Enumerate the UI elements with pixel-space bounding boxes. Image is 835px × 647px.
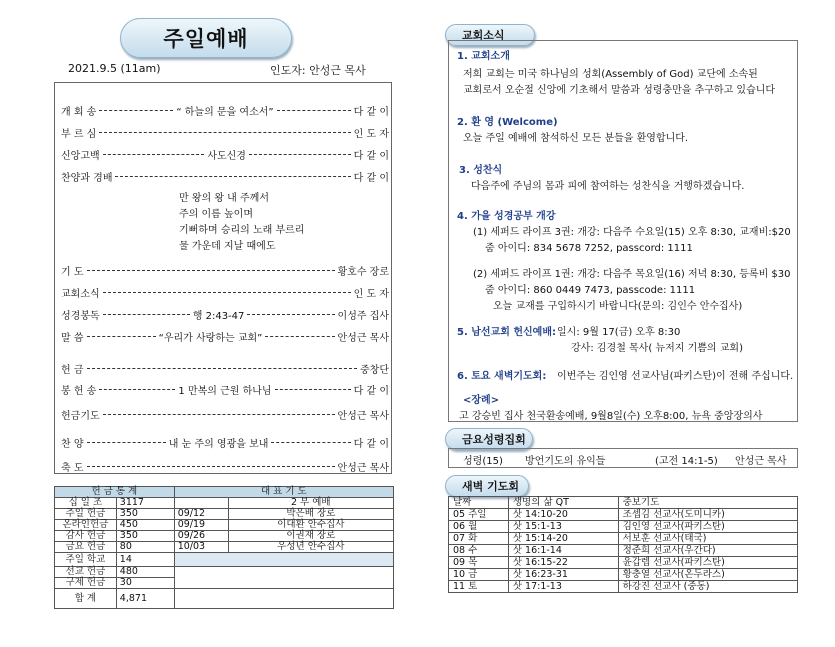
dawn-header: 날짜 [449, 497, 509, 509]
dawn-qt: 삿 15:1-13 [508, 521, 618, 533]
prayer-name: 이권재 장로 [228, 531, 393, 542]
prayer-date: 09/12 [174, 509, 228, 520]
offering-amount: 80 [116, 542, 174, 553]
church-news [448, 40, 798, 422]
lyric-line: 물 가운데 지날 때에도 [179, 241, 276, 252]
news-heading: 6. 토요 새벽기도회: [457, 371, 547, 382]
order-item: 기 도 황호수 장로 [61, 266, 389, 278]
order-item: 찬 양 내 눈 주의 영광을 보내 다 같 이 [61, 438, 389, 450]
dawn-day: 05 주일 [449, 509, 509, 521]
dawn-qt: 삿 16:1-14 [508, 545, 618, 557]
dawn-title: 새벽 기도회 [445, 475, 529, 497]
dawn-qt: 삿 17:1-13 [508, 581, 618, 593]
friday-scripture: (고전 14:1-5) [655, 456, 718, 467]
dawn-intercession: 하강진 선교사 (중동) [618, 581, 797, 593]
news-text: 줌 아이디: 860 0449 7473, passcode: 1111 [485, 285, 696, 296]
dawn-intercession: 윤갑렙 선교사(파키스탄) [618, 557, 797, 569]
service-date: 2021.9.5 (11am) [68, 62, 161, 75]
news-text: (1) 세퍼드 라이프 3권: 개강: 다음주 수요일(15) 오후 8:30, 교재비:$20 [473, 227, 791, 238]
order-item: 봉 헌 송 1 만복의 근원 하나님 다 같 이 [61, 385, 389, 397]
prayer-name: 우성년 안수집사 [228, 542, 393, 553]
table-row [449, 557, 798, 569]
order-item: 축 도 안성근 목사 [61, 462, 389, 474]
order-item: 개 회 송 “ 하늘의 문을 여소서” 다 같 이 [61, 106, 389, 118]
news-text: 강사: 김경철 목사( 뉴저지 기쁨의 교회) [571, 343, 743, 354]
order-item: 찬양과 경배 다 같 이 [61, 172, 389, 184]
news-heading: 3. 성찬식 [459, 165, 503, 176]
dawn-day: 06 월 [449, 521, 509, 533]
order-item: 헌금기도 안성근 목사 [61, 410, 389, 422]
dawn-header: 중보기도 [618, 497, 797, 509]
dawn-intercession: 서보훈 선교사(태국) [618, 533, 797, 545]
news-title: 교회소식 [445, 24, 535, 46]
news-heading: 1. 교회소개 [457, 51, 510, 62]
total-amount: 4,871 [116, 589, 174, 609]
friday-service [448, 448, 798, 468]
friday-sermon: 방언기도의 유익들 [525, 456, 606, 467]
news-text: 교회로서 오순절 신앙에 기초해서 말씀과 성령충만을 추구하고 있습니다 [463, 85, 776, 96]
news-text: 다음주에 주님의 몸과 피에 참여하는 성찬식을 거행하겠습니다. [471, 181, 745, 192]
news-text: 고 강승빈 집사 천국환송예배, 9월8일(수) 오후8:00, 뉴욕 중앙장의사 [459, 411, 763, 422]
service-leader: 인도자: 안성근 목사 [270, 64, 366, 77]
order-item: 헌 금 중창단 [61, 364, 389, 376]
dawn-day: 07 화 [449, 533, 509, 545]
dawn-intercession: 김인영 선교사(파키스탄) [618, 521, 797, 533]
table-row [449, 521, 798, 533]
dawn-qt: 삿 14:10-20 [508, 509, 618, 521]
news-heading: 5. 남선교회 헌신예배: [457, 327, 556, 338]
news-text: 저희 교회는 미국 하나님의 성회(Assembly of God) 교단에 소속된 [463, 69, 758, 80]
page-title: 주일예배 [120, 18, 292, 58]
news-text: (2) 세퍼드 라이프 1권: 개강: 다음주 목요일(16) 저녁 8:30, 등록비 $30 [473, 269, 791, 280]
dawn-day: 08 수 [449, 545, 509, 557]
dawn-intercession: 조셉김 선교사(도미니카) [618, 509, 797, 521]
news-text: 오늘 교재를 구입하시기 바랍니다(문의: 김인수 안수집사) [493, 301, 743, 312]
prayer-header: 대 표 기 도 [174, 487, 393, 498]
prayer-date: 09/19 [174, 520, 228, 531]
prayer-date: 09/26 [174, 531, 228, 542]
offering-label: 십 일 조 [55, 498, 117, 509]
order-item: 말 씀 “우리가 사랑하는 교회” 안성근 목사 [61, 332, 389, 344]
table-row [449, 509, 798, 521]
dawn-prayer-table [448, 496, 798, 593]
prayer-date: 10/03 [174, 542, 228, 553]
offering-label: 선교 헌금 [55, 567, 117, 578]
table-row [449, 545, 798, 557]
table-row [449, 581, 798, 593]
dawn-header: 생명의 삶 QT [508, 497, 618, 509]
offering-amount: 3117 [116, 498, 174, 509]
lyric-line: 주의 이름 높이며 [179, 209, 253, 220]
table-row [449, 533, 798, 545]
news-text: 일시: 9월 17(금) 오후 8:30 [557, 327, 681, 338]
offering-header: 헌 금 통 계 [55, 487, 175, 498]
dawn-qt: 삿 16:23-31 [508, 569, 618, 581]
news-text: 줌 아이디: 834 5678 7252, passcord: 1111 [485, 243, 693, 254]
order-item: 신앙고백 사도신경 다 같 이 [61, 150, 389, 162]
dawn-qt: 삿 16:15-22 [508, 557, 618, 569]
friday-speaker: 안성근 목사 [735, 456, 787, 467]
table-row [449, 569, 798, 581]
prayer-service: 2 부 예배 [228, 498, 393, 509]
offering-amount: 14 [116, 553, 174, 567]
offering-label: 온라인헌금 [55, 520, 117, 531]
friday-date: 성령(15) [463, 456, 503, 467]
dawn-qt: 삿 15:14-20 [508, 533, 618, 545]
friday-title: 금요성령집회 [445, 428, 533, 450]
news-heading: 2. 환 영 (Welcome) [457, 117, 558, 128]
offering-label: 주일 학교 [55, 553, 117, 567]
offering-label: 주일 헌금 [55, 509, 117, 520]
order-of-worship [54, 82, 392, 474]
dawn-day: 09 목 [449, 557, 509, 569]
praise-lyrics [179, 191, 304, 255]
order-item: 부 르 심 인 도 자 [61, 128, 389, 140]
dawn-day: 10 금 [449, 569, 509, 581]
lyric-line: 만 왕의 왕 내 주께서 [179, 193, 269, 204]
offering-table [54, 486, 394, 609]
dawn-day: 11 토 [449, 581, 509, 593]
news-heading: <장례> [463, 395, 500, 406]
dawn-intercession: 정준희 선교사(우간다) [618, 545, 797, 557]
offering-amount: 450 [116, 520, 174, 531]
news-text: 오늘 주일 예배에 참석하신 모든 분들을 환영합니다. [463, 133, 689, 144]
offering-amount: 350 [116, 509, 174, 520]
offering-label: 구제 헌금 [55, 578, 117, 589]
prayer-name: 이대환 안수집사 [228, 520, 393, 531]
offering-label: 감사 헌금 [55, 531, 117, 542]
total-label: 합 계 [55, 589, 117, 609]
prayer-name: 박은배 장로 [228, 509, 393, 520]
lyric-line: 기뻐하며 승리의 노래 부르리 [179, 225, 305, 236]
offering-amount: 480 [116, 567, 174, 578]
news-text: 이번주는 김인영 선교사님(파키스탄)이 전해 주십니다. [557, 371, 794, 382]
order-item: 성경봉독 행 2:43-47 이성주 집사 [61, 310, 390, 322]
offering-amount: 30 [116, 578, 174, 589]
dawn-intercession: 황충열 선교사(온두라스) [618, 569, 797, 581]
order-item: 교회소식 인 도 자 [61, 288, 389, 300]
news-heading: 4. 가을 성경공부 개강 [457, 211, 556, 222]
offering-amount: 350 [116, 531, 174, 542]
offering-label: 금요 헌금 [55, 542, 117, 553]
